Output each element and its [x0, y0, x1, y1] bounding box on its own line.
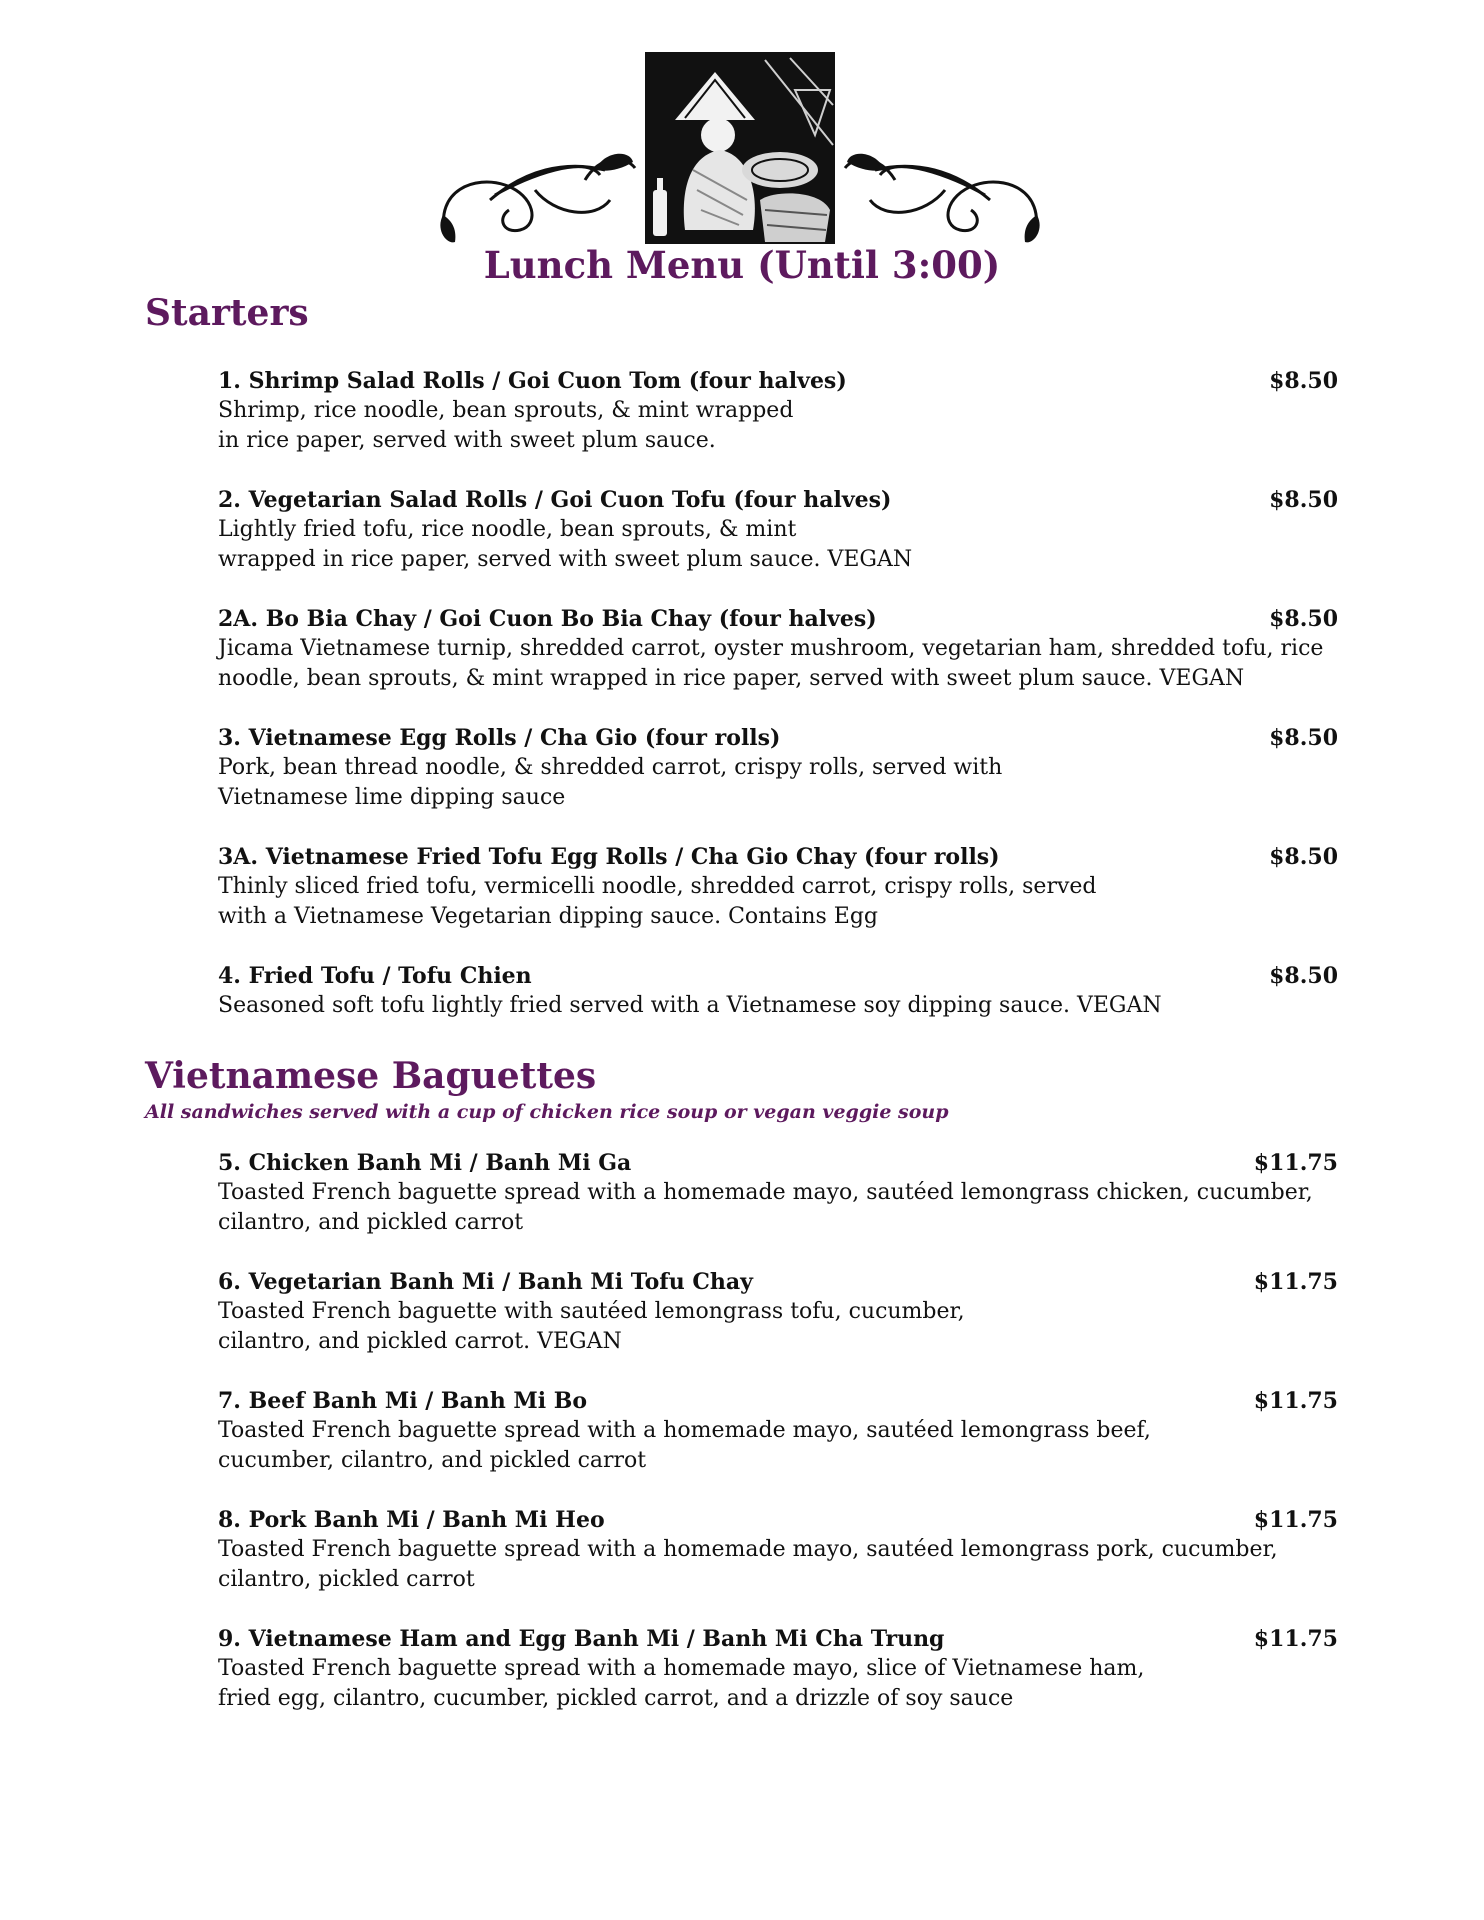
woman-with-conical-hat-illustration	[645, 52, 835, 244]
menu-item	[218, 842, 1338, 932]
menu-item	[218, 1624, 1338, 1714]
item-price: $11.75	[1253, 1388, 1338, 1414]
item-name: 9. Vietnamese Ham and Egg Banh Mi / Banh Mi Cha Trung	[218, 1626, 945, 1652]
item-price: $11.75	[1253, 1507, 1338, 1533]
item-name: 8. Pork Banh Mi / Banh Mi Heo	[218, 1507, 605, 1533]
item-description: Thinly sliced fried tofu, vermicelli noodle, shredded carrot, crispy rolls, served with a Vietnamese Vegetarian dipping sauce. Contains Egg	[218, 874, 1097, 929]
left-swirl-flourish-icon	[443, 159, 635, 235]
menu-item	[218, 1386, 1338, 1476]
item-name: 4. Fried Tofu / Tofu Chien	[218, 963, 532, 989]
right-top-leaf-icon	[847, 154, 885, 171]
item-description: Toasted French baguette spread with a homemade mayo, slice of Vietnamese ham, fried egg, cilantro, cucumber, pickled carrot, and a drizzle of soy sauce	[218, 1656, 1145, 1711]
menu-item	[218, 1148, 1338, 1238]
right-leaf-icon	[1025, 215, 1040, 242]
item-price: $11.75	[1253, 1626, 1338, 1652]
menu-item	[218, 723, 1338, 813]
left-leaf-icon	[440, 215, 455, 242]
item-description: Toasted French baguette spread with a homemade mayo, sautéed lemongrass beef, cucumber, cilantro, and pickled carrot	[218, 1418, 1151, 1473]
item-description: Shrimp, rice noodle, bean sprouts, & mint wrapped in rice paper, served with sweet plum sauce.	[218, 398, 794, 453]
item-description: Toasted French baguette with sautéed lemongrass tofu, cucumber, cilantro, and pickled carrot. VEGAN	[218, 1299, 965, 1354]
menu-item	[218, 1267, 1338, 1357]
item-description: Toasted French baguette spread with a homemade mayo, sautéed lemongrass chicken, cucumber, cilantro, and pickled carrot	[218, 1180, 1313, 1235]
section-subtitle: All sandwiches served with a cup of chicken rice soup or vegan veggie soup	[145, 1101, 949, 1123]
item-price: $8.50	[1269, 606, 1338, 632]
menu-item	[218, 961, 1338, 1021]
item-name: 7. Beef Banh Mi / Banh Mi Bo	[218, 1388, 588, 1414]
item-description: Pork, bean thread noodle, & shredded carrot, crispy rolls, served with Vietnamese lime dipping sauce	[218, 755, 1003, 810]
item-name: 3. Vietnamese Egg Rolls / Cha Gio (four rolls)	[218, 725, 781, 751]
menu-item	[218, 1505, 1338, 1595]
header-illustration	[435, 50, 1045, 250]
item-description: Toasted French baguette spread with a homemade mayo, sautéed lemongrass pork, cucumber, cilantro, pickled carrot	[218, 1537, 1278, 1592]
item-price: $8.50	[1269, 725, 1338, 751]
right-swirl-flourish-icon	[845, 159, 1037, 235]
item-name: 1. Shrimp Salad Rolls / Goi Cuon Tom (four halves)	[218, 368, 847, 394]
item-description: Seasoned soft tofu lightly fried served with a Vietnamese soy dipping sauce. VEGAN	[218, 993, 1162, 1018]
page-title: Lunch Menu (Until 3:00)	[483, 243, 1001, 287]
menu-item	[218, 485, 1338, 575]
item-name: 6. Vegetarian Banh Mi / Banh Mi Tofu Chay	[218, 1269, 753, 1295]
item-name: 3A. Vietnamese Fried Tofu Egg Rolls / Cha Gio Chay (four rolls)	[218, 844, 1000, 870]
section-title-starters: Starters	[145, 292, 309, 334]
item-name: 5. Chicken Banh Mi / Banh Mi Ga	[218, 1150, 632, 1176]
item-price: $8.50	[1269, 487, 1338, 513]
item-name: 2A. Bo Bia Chay / Goi Cuon Bo Bia Chay (four halves)	[218, 606, 877, 632]
item-description: Lightly fried tofu, rice noodle, bean sprouts, & mint wrapped in rice paper, served with sweet plum sauce. VEGAN	[218, 517, 913, 572]
item-name: 2. Vegetarian Salad Rolls / Goi Cuon Tofu (four halves)	[218, 487, 892, 513]
menu-item	[218, 604, 1338, 694]
section-title-baguettes: Vietnamese Baguettes	[145, 1055, 597, 1097]
item-price: $8.50	[1269, 963, 1338, 989]
item-price: $11.75	[1253, 1150, 1338, 1176]
item-price: $11.75	[1253, 1269, 1338, 1295]
item-price: $8.50	[1269, 844, 1338, 870]
menu-item	[218, 366, 1338, 456]
item-description: Jicama Vietnamese turnip, shredded carrot, oyster mushroom, vegetarian ham, shredded tofu, rice noodle, bean sprouts, & mint wrapped in rice paper, served with sweet plum sauce. VEGAN	[218, 636, 1324, 691]
item-price: $8.50	[1269, 368, 1338, 394]
left-top-leaf-icon	[595, 154, 633, 171]
